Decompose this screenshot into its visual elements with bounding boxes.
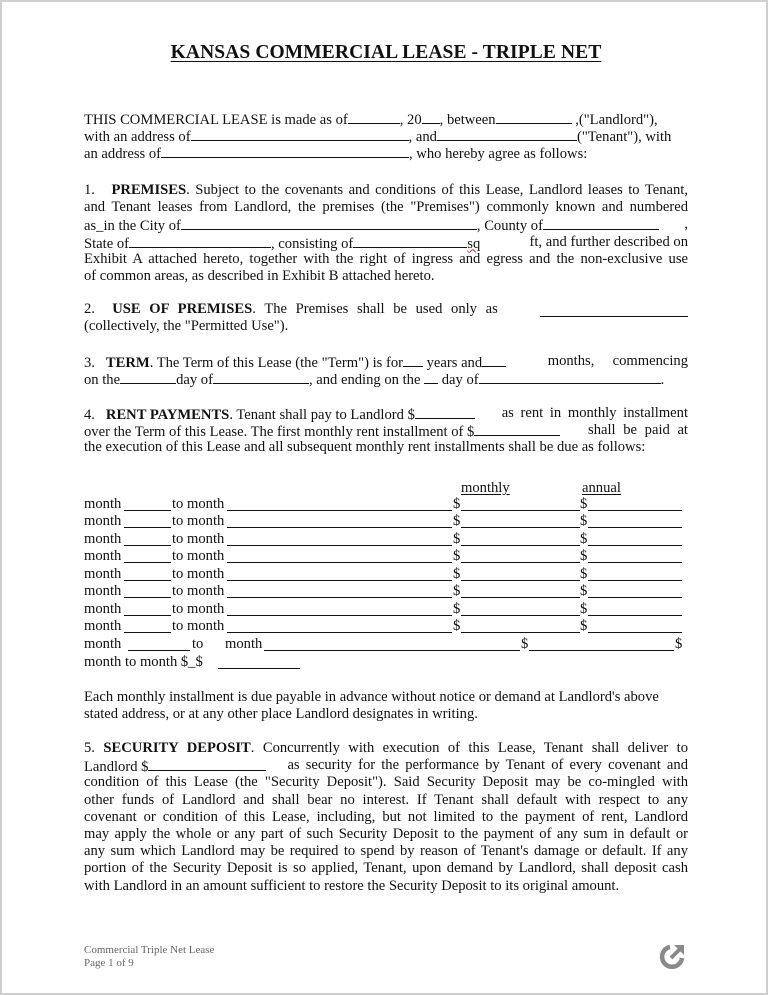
- intro-text: , who hereby agree as follows:: [409, 146, 588, 163]
- to-month-field[interactable]: [227, 497, 452, 511]
- dollar-sign: $: [580, 618, 588, 635]
- section-text: day of: [438, 372, 479, 389]
- rent-schedule-row-10: [84, 654, 688, 671]
- section-text: covenant or condition of this Lease, including, but not limited to the payment of rent, Landlord: [84, 808, 688, 825]
- section-text: stated address, or at any other place Landlord designates in writing.: [84, 706, 478, 723]
- section-text: , consisting of: [271, 235, 354, 252]
- start-day-field[interactable]: [120, 370, 176, 384]
- monthly-amount-field[interactable]: [461, 619, 580, 633]
- term-years-field[interactable]: [403, 353, 423, 367]
- dollar-sign: $: [580, 583, 588, 600]
- landlord-name-field[interactable]: [496, 110, 572, 124]
- to-month-field[interactable]: [227, 514, 452, 528]
- section-text: . Subject to the covenants and conditions of this Lease, Landlord leases to Tenant,: [186, 182, 688, 198]
- to-month-field[interactable]: [227, 567, 452, 581]
- rent-schedule-row: [84, 583, 688, 600]
- section-text: over the Term of this Lease. The first monthly rent installment of $: [84, 424, 475, 441]
- section-text: . Tenant shall pay to Landlord $: [229, 407, 415, 423]
- month-label: month: [84, 636, 122, 652]
- landlord-address-field[interactable]: [191, 127, 409, 141]
- city-field[interactable]: [181, 216, 477, 230]
- to-month-field[interactable]: [227, 619, 452, 633]
- security-deposit-field[interactable]: [148, 757, 266, 771]
- monthly-amount-field[interactable]: [461, 602, 580, 616]
- section-text: on the: [84, 372, 121, 389]
- to-month-label: to month: [172, 530, 225, 547]
- month-label: month: [84, 618, 122, 635]
- rent-schedule-row-9: [84, 636, 688, 653]
- dollar-sign: $: [453, 548, 461, 565]
- section-heading: USE OF PREMISES: [112, 301, 253, 317]
- to-month-field[interactable]: [264, 637, 520, 651]
- dollar-sign: $: [453, 600, 461, 617]
- dollar-sign: $: [580, 548, 588, 565]
- from-month-field[interactable]: [124, 584, 171, 598]
- annual-amount-field[interactable]: [588, 497, 682, 511]
- rent-amount-field[interactable]: [415, 405, 475, 419]
- end-day-field[interactable]: [424, 370, 438, 384]
- term-months-field[interactable]: [482, 353, 506, 367]
- dollar-sign: $: [453, 565, 461, 582]
- intro-text: ("Tenant"), with: [576, 129, 672, 146]
- section-text: . Concurrently with execution of this Lease, Tenant shall deliver to: [250, 740, 688, 756]
- annual-amount-field[interactable]: [588, 567, 682, 581]
- dollar-sign: $: [580, 513, 588, 530]
- dollar-sign: $: [580, 565, 588, 582]
- section-heading: SECURITY DEPOSIT: [103, 740, 251, 756]
- section-text: State of: [84, 235, 129, 252]
- from-month-field[interactable]: [124, 619, 171, 633]
- tenant-name-field[interactable]: [437, 127, 577, 141]
- to-month-label: to month: [172, 600, 225, 617]
- dollar-sign: $: [453, 496, 461, 512]
- section-text: and Tenant leases from Landlord, the premises (the "Premises") commonly known and numbered: [84, 199, 688, 216]
- annual-amount-field[interactable]: [218, 655, 300, 669]
- section-text: as rent in monthly installment: [501, 405, 688, 421]
- section-text: . The Premises shall be used only as: [252, 301, 498, 317]
- dollar-sign: $: [675, 636, 683, 652]
- monthly-amount-field[interactable]: [529, 637, 674, 651]
- from-month-field[interactable]: [124, 567, 171, 581]
- section-text: Exhibit A attached hereto, together with the right of ingress and egress and the non-exclusive use: [84, 250, 688, 267]
- rent-schedule-row: [84, 601, 688, 618]
- monthly-amount-field[interactable]: [461, 532, 580, 546]
- section-number: 4.: [84, 407, 95, 423]
- section-text: of common areas, as described in Exhibit B attached hereto.: [84, 267, 435, 284]
- to-month-label: to month: [172, 618, 225, 635]
- section-text: day of: [176, 372, 213, 389]
- monthly-amount-field[interactable]: [461, 497, 580, 511]
- annual-amount-field[interactable]: [588, 619, 682, 633]
- section-text: . The Term of this Lease (the "Term") is for: [149, 355, 403, 371]
- dollar-sign: $: [580, 600, 588, 617]
- intro-text: , between: [439, 112, 496, 128]
- section-heading: RENT PAYMENTS: [105, 407, 230, 423]
- annual-column-header: annual: [582, 480, 621, 496]
- month-label: month: [84, 548, 122, 565]
- date-field[interactable]: [348, 110, 400, 124]
- dollar-sign: $: [453, 618, 461, 635]
- last-row-text: month to month $_$: [84, 654, 203, 670]
- to-month-field[interactable]: [227, 602, 452, 616]
- tenant-address-field[interactable]: [161, 144, 409, 158]
- intro-text: , 20: [399, 112, 422, 128]
- page-footer: [84, 944, 214, 970]
- annual-amount-field[interactable]: [588, 532, 682, 546]
- dollar-sign: $: [453, 530, 461, 547]
- to-month-label: to month: [172, 496, 225, 512]
- rent-schedule-row: [84, 531, 688, 548]
- annual-amount-field[interactable]: [588, 549, 682, 563]
- monthly-amount-field[interactable]: [461, 567, 580, 581]
- monthly-amount-field[interactable]: [461, 549, 580, 563]
- section-text: with Landlord in an amount sufficient to restore the Security Deposit to its original amount.: [84, 877, 620, 894]
- section-text: other funds of Landlord and shall bear no interest. If Tenant shall default with respect to any: [84, 791, 688, 808]
- from-month-field[interactable]: [124, 514, 171, 528]
- rent-schedule-row: [84, 496, 688, 513]
- spellcheck-word: sq: [467, 235, 481, 252]
- section-text: , and ending on the: [308, 372, 425, 389]
- monthly-amount-field[interactable]: [461, 584, 580, 598]
- section-text: years and: [422, 355, 483, 371]
- year-field[interactable]: [422, 110, 440, 124]
- annual-amount-field[interactable]: [588, 602, 682, 616]
- to-month-label: to month: [172, 583, 225, 600]
- first-installment-field[interactable]: [474, 422, 560, 436]
- section-text: any sum which Landlord may be required to spend by reason of Tenant's damage or default. If any: [84, 843, 688, 860]
- footer-page-number: Page 1 of 9: [84, 957, 134, 969]
- state-field[interactable]: [129, 234, 271, 248]
- section-text: ,: [684, 216, 688, 233]
- section-number: 1.: [84, 182, 95, 198]
- intro-paragraph: [84, 110, 688, 162]
- permitted-use-field[interactable]: [540, 303, 688, 317]
- section-text: .: [660, 372, 665, 389]
- section-term: [84, 353, 688, 387]
- section-text: Each monthly installment is due payable in advance without notice or demand at Landlord's above: [84, 689, 659, 705]
- to-label: to: [192, 636, 204, 652]
- month-label: month: [84, 530, 122, 547]
- section-text: , County of: [476, 218, 543, 235]
- section-text: the execution of this Lease and all subsequent monthly rent installments shall be due as follows:: [84, 439, 646, 456]
- end-month-field[interactable]: [479, 370, 661, 384]
- to-month-label: to month: [172, 513, 225, 530]
- month-label: month: [84, 583, 122, 600]
- section-text: portion of the Security Deposit is so applied, Tenant, upon demand by Landlord, shall deposit cash: [84, 860, 688, 877]
- county-field[interactable]: [543, 216, 659, 230]
- to-month-label: to month: [172, 565, 225, 582]
- share-arrow-icon: [657, 940, 689, 972]
- rent-schedule-row: [84, 548, 688, 565]
- from-month-field[interactable]: [124, 497, 171, 511]
- section-text: Landlord $: [84, 759, 149, 776]
- section-text: months, commencing: [544, 353, 688, 369]
- to-month-field[interactable]: [227, 532, 452, 546]
- month-label: month: [84, 496, 122, 512]
- dollar-sign: $: [453, 583, 461, 600]
- rent-schedule-row: [84, 618, 688, 635]
- dollar-sign: $: [521, 636, 529, 652]
- section-text: ft, and further described on: [529, 233, 688, 250]
- from-month-field[interactable]: [124, 532, 171, 546]
- month-label: month: [225, 636, 263, 652]
- month-label: month: [84, 565, 122, 582]
- section-number: 2.: [84, 301, 95, 317]
- month-label: month: [84, 513, 122, 530]
- section-rent-payments: [84, 405, 688, 457]
- from-month-field[interactable]: [128, 637, 190, 651]
- section-text: as_in the City of: [84, 218, 181, 235]
- section-text: condition of this Lease (the "Security Deposit"). Said Security Deposit may be co-mingled with: [84, 774, 688, 791]
- footer-doc-name: Commercial Triple Net Lease: [84, 944, 215, 956]
- dollar-sign: $: [453, 513, 461, 530]
- square-feet-field[interactable]: [353, 234, 467, 248]
- section-text: shall be paid at: [588, 422, 688, 439]
- month-label: month: [84, 600, 122, 617]
- to-month-field[interactable]: [227, 584, 452, 598]
- intro-text: , and: [408, 129, 437, 146]
- section-premises: [84, 182, 688, 285]
- dollar-sign: $: [580, 496, 588, 512]
- annual-amount-field[interactable]: [588, 584, 682, 598]
- monthly-amount-field[interactable]: [461, 514, 580, 528]
- section-use-of-premises: [84, 301, 688, 335]
- annual-amount-field[interactable]: [588, 514, 682, 528]
- section-text: may apply the whole or any part of such Security Deposit to the payment of any sum in default or: [84, 825, 688, 842]
- section-number: 3.: [84, 355, 95, 371]
- rent-schedule-row: [84, 566, 688, 583]
- rent-note: [84, 689, 688, 723]
- from-month-field[interactable]: [124, 549, 171, 563]
- rent-schedule-row: [84, 513, 688, 530]
- section-text: as security for the performance by Tenant of every covenant and: [287, 757, 688, 774]
- dollar-sign: $: [580, 530, 588, 547]
- intro-text: ,("Landlord"),: [571, 112, 658, 128]
- intro-text: with an address of: [84, 129, 191, 146]
- monthly-column-header: monthly: [461, 480, 510, 496]
- document-title: KANSAS COMMERCIAL LEASE - TRIPLE NET: [170, 42, 602, 63]
- start-month-field[interactable]: [213, 370, 309, 384]
- section-security-deposit: [84, 740, 688, 895]
- intro-text: an address of: [84, 146, 161, 163]
- from-month-field[interactable]: [124, 602, 171, 616]
- section-heading: PREMISES: [111, 182, 187, 198]
- to-month-field[interactable]: [227, 549, 452, 563]
- section-heading: TERM: [105, 355, 150, 371]
- section-number: 5.: [84, 740, 95, 756]
- to-month-label: to month: [172, 548, 225, 565]
- section-text: (collectively, the "Permitted Use").: [84, 318, 289, 335]
- intro-text: THIS COMMERCIAL LEASE is made as of: [84, 112, 348, 128]
